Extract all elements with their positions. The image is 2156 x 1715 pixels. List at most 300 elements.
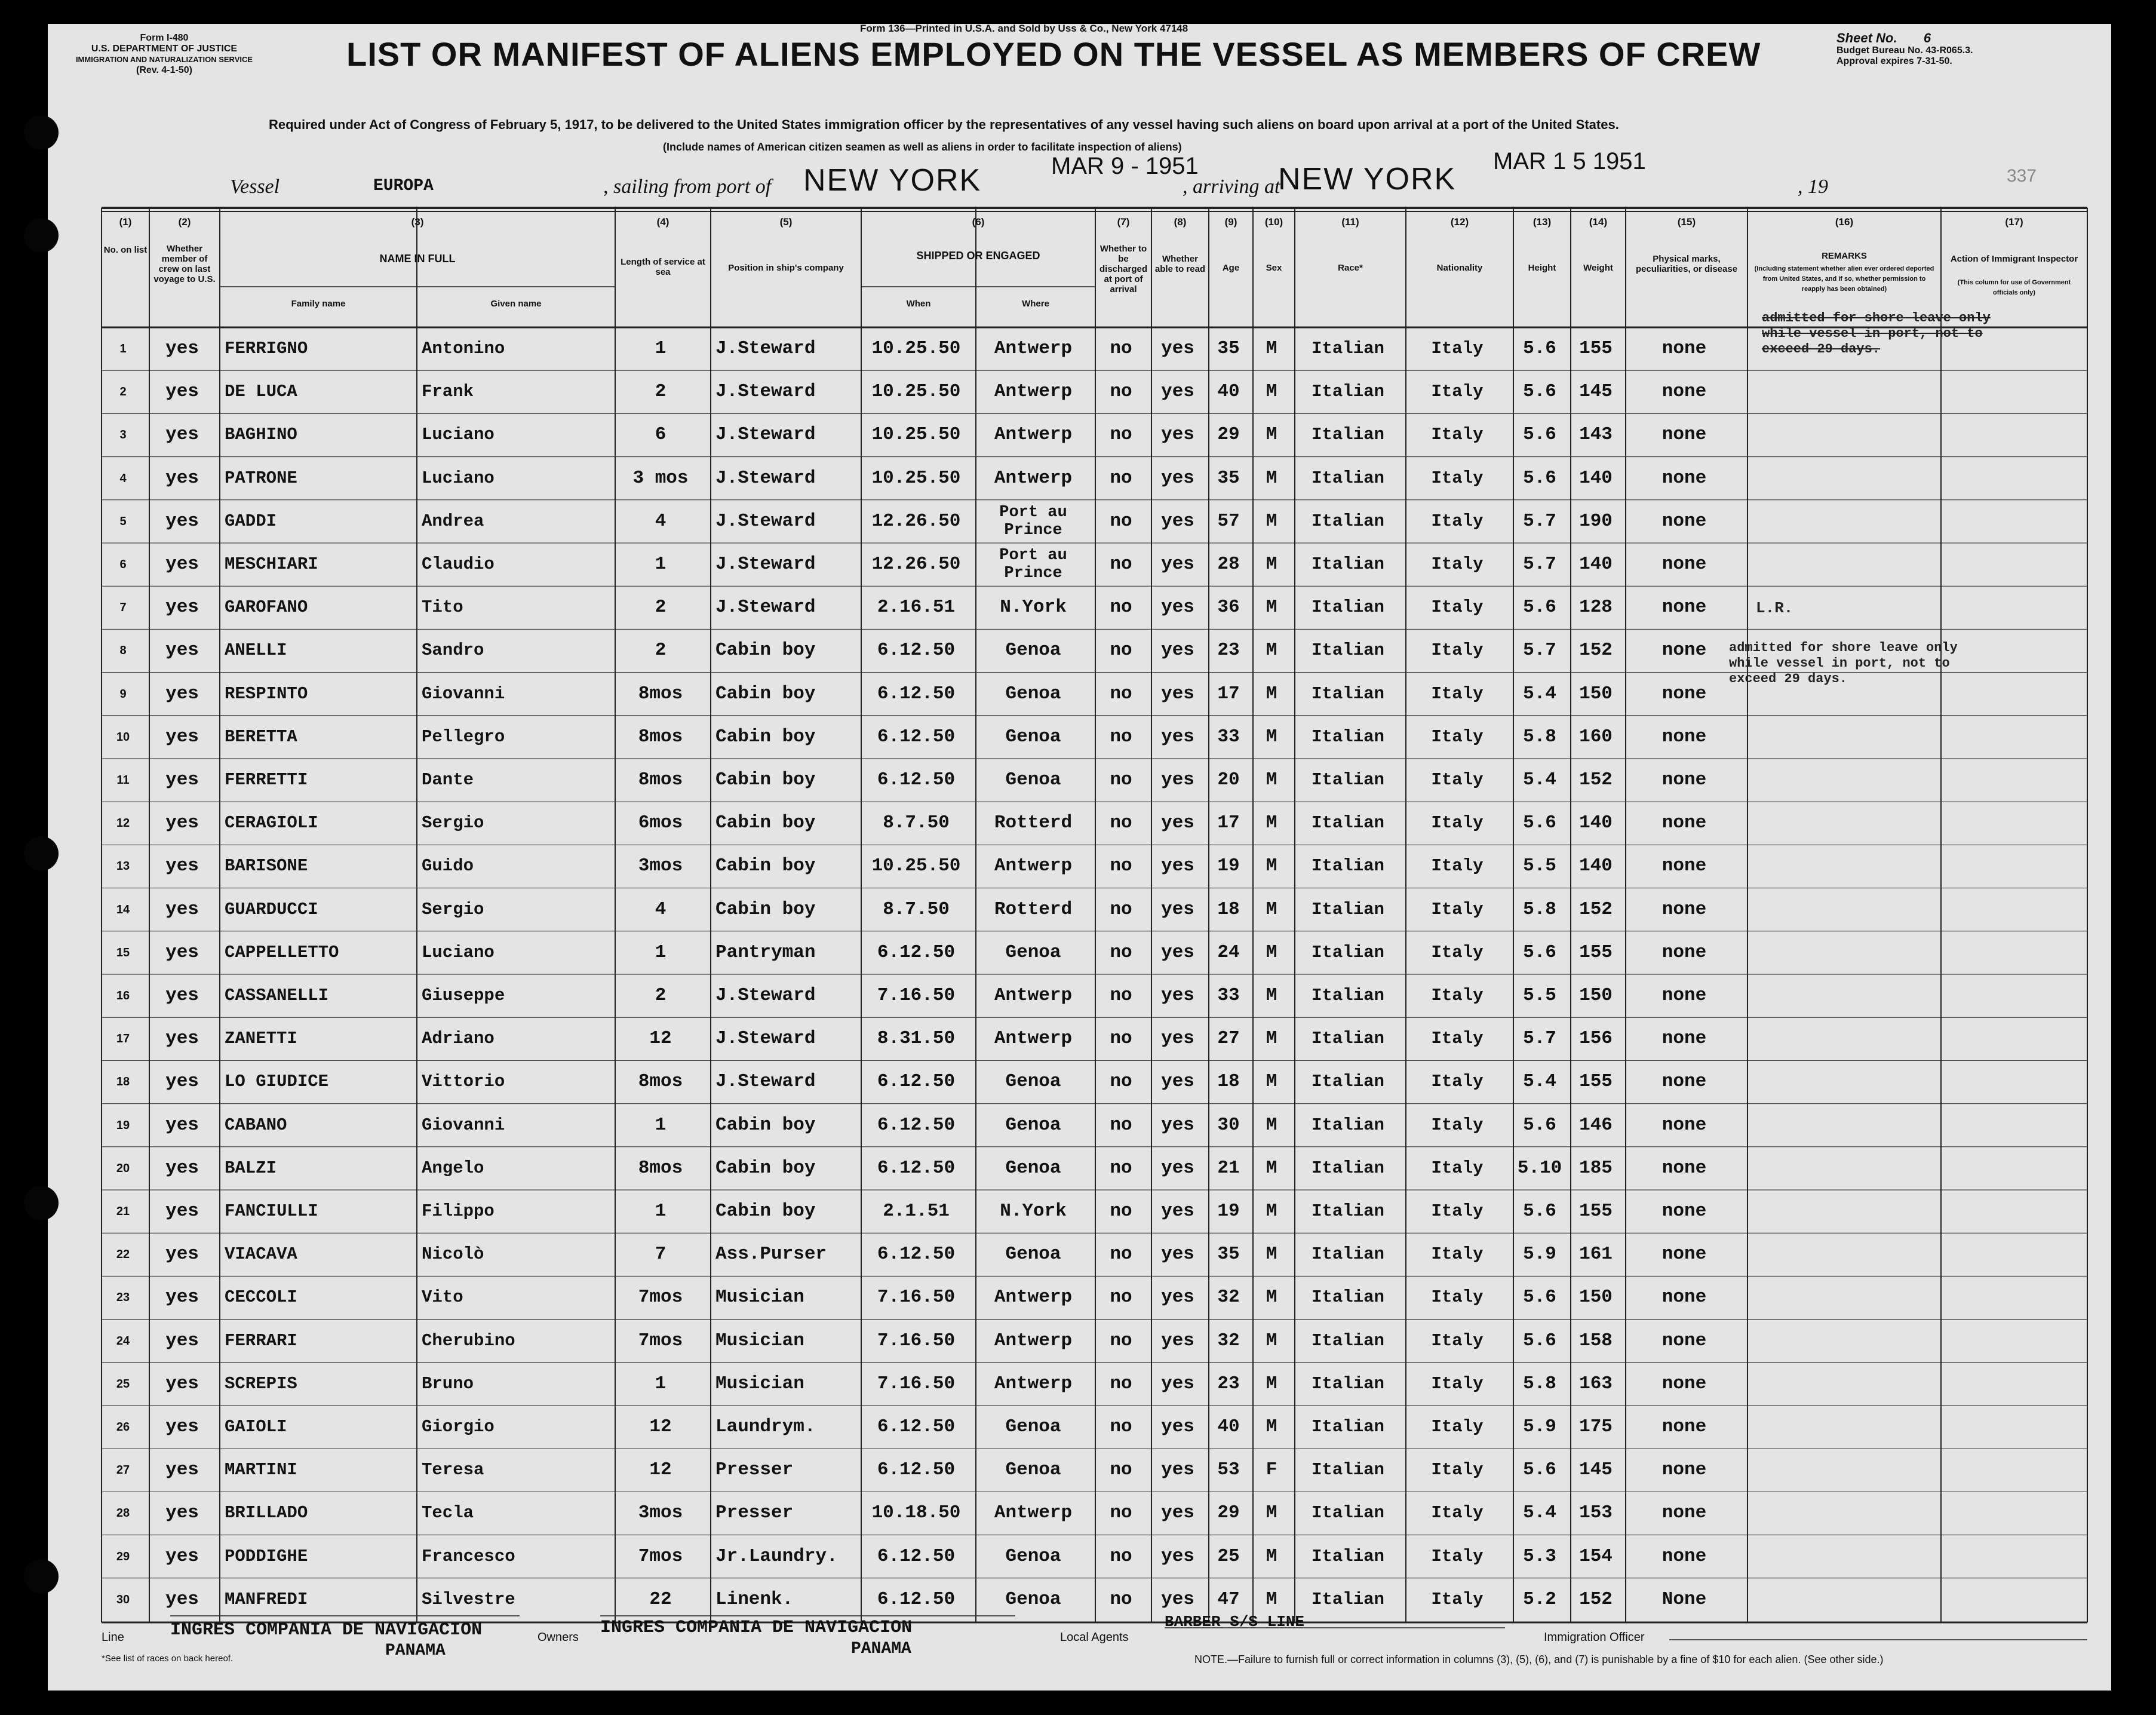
cell-given: Angelo <box>422 1158 484 1178</box>
cell-last-voyage: yes <box>165 1114 199 1136</box>
table-row <box>0 1406 2156 1449</box>
cell-when: 10.25.50 <box>871 424 961 446</box>
cell-family: BERETTA <box>225 726 297 747</box>
cell-height: 5.6 <box>1523 1201 1556 1222</box>
cell-weight: 175 <box>1579 1416 1613 1437</box>
cell-weight: 155 <box>1579 1201 1613 1222</box>
table-row <box>0 413 2156 456</box>
cell-height: 5.6 <box>1523 1114 1556 1136</box>
cell-read: yes <box>1161 855 1194 877</box>
cell-given: Claudio <box>422 554 495 574</box>
cell-when: 2.1.51 <box>883 1201 950 1222</box>
remark-text: while vessel in port, not to <box>1762 326 1983 341</box>
cell-weight: 161 <box>1579 1244 1613 1265</box>
cell-height: 5.6 <box>1523 1287 1556 1308</box>
cell-race: Italian <box>1312 425 1384 445</box>
cell-given: Tito <box>422 597 463 618</box>
cell-family: MESCHIARI <box>225 554 318 574</box>
cell-sex: M <box>1266 1373 1277 1394</box>
cell-sex: M <box>1266 467 1277 489</box>
cell-position: Musician <box>715 1330 804 1351</box>
column-number: (9) <box>1224 216 1237 228</box>
cell-read: yes <box>1161 597 1194 618</box>
cell-family: GAROFANO <box>225 597 308 618</box>
sailing-label: , sailing from port of <box>603 176 772 198</box>
cell-height: 5.6 <box>1523 338 1556 359</box>
cell-when: 10.25.50 <box>871 855 961 877</box>
cell-where: N.York <box>1000 1201 1067 1222</box>
corner-mark: 337 <box>2007 166 2037 186</box>
cell-sex: M <box>1266 1157 1277 1179</box>
table-row <box>0 586 2156 629</box>
cell-position: J.Steward <box>715 554 816 575</box>
cell-where: Antwerp <box>994 424 1073 446</box>
cell-where: Genoa <box>1005 640 1061 661</box>
column-number: (12) <box>1450 216 1469 228</box>
cell-last-voyage: yes <box>165 338 199 359</box>
cell-race: Italian <box>1312 382 1384 402</box>
cell-last-voyage: yes <box>165 1071 199 1093</box>
cell-service: 2 <box>655 985 667 1006</box>
cell-height: 5.5 <box>1523 985 1556 1006</box>
cell-where: Genoa <box>1005 941 1061 963</box>
cell-race: Italian <box>1312 339 1384 358</box>
cell-discharged: no <box>1110 640 1132 661</box>
cell-family: PATRONE <box>225 468 297 488</box>
cell-family: PODDIGHE <box>225 1546 308 1566</box>
cell-given: Tecla <box>422 1503 474 1523</box>
cell-last-voyage: yes <box>165 1157 199 1179</box>
cell-race: Italian <box>1312 1546 1384 1566</box>
cell-family: DE LUCA <box>225 382 297 402</box>
cell-age: 57 <box>1217 510 1240 532</box>
cell-sex: M <box>1266 597 1277 618</box>
col-header-race: Race* <box>1338 263 1363 273</box>
cell-position: Cabin boy <box>715 1201 816 1222</box>
cell-last-voyage: yes <box>165 1028 199 1050</box>
cell-service: 4 <box>655 510 667 532</box>
cell-where: Genoa <box>1005 1114 1061 1136</box>
cell-read: yes <box>1161 1071 1194 1093</box>
cell-service: 7mos <box>638 1545 683 1567</box>
cell-no: 14 <box>116 903 130 916</box>
cell-position: Cabin boy <box>715 855 816 877</box>
cell-no: 28 <box>116 1507 130 1520</box>
cell-weight: 152 <box>1579 898 1613 920</box>
cell-read: yes <box>1161 467 1194 489</box>
cell-last-voyage: yes <box>165 683 199 704</box>
cell-read: yes <box>1161 424 1194 446</box>
cell-sex: M <box>1266 1028 1277 1050</box>
cell-nationality: Italy <box>1431 1244 1484 1265</box>
cell-where: Antwerp <box>994 985 1073 1006</box>
table-row <box>0 1492 2156 1535</box>
cell-last-voyage: yes <box>165 597 199 618</box>
cell-service: 2 <box>655 640 667 661</box>
cell-last-voyage: yes <box>165 1588 199 1610</box>
col-header-where: Where <box>1022 299 1049 309</box>
cell-nationality: Italy <box>1431 511 1484 531</box>
cell-family: MANFREDI <box>225 1589 308 1609</box>
cell-sex: M <box>1266 1416 1277 1437</box>
cell-when: 10.25.50 <box>871 467 961 489</box>
cell-given: Frank <box>422 382 474 402</box>
cell-last-voyage: yes <box>165 898 199 920</box>
cell-age: 24 <box>1217 941 1240 963</box>
cell-discharged: no <box>1110 424 1132 446</box>
cell-race: Italian <box>1312 1330 1384 1351</box>
cell-family: SCREPIS <box>225 1373 297 1394</box>
cell-marks: none <box>1661 1502 1707 1524</box>
cell-age: 20 <box>1217 769 1240 790</box>
cell-age: 23 <box>1217 640 1240 661</box>
cell-nationality: Italy <box>1431 1589 1484 1609</box>
cell-service: 1 <box>655 1201 667 1222</box>
cell-nationality: Italy <box>1431 770 1484 790</box>
cell-when: 6.12.50 <box>877 1157 956 1179</box>
cell-read: yes <box>1161 1201 1194 1222</box>
cell-height: 5.6 <box>1523 597 1556 618</box>
column-number: (6) <box>972 216 985 228</box>
cell-race: Italian <box>1312 640 1384 661</box>
cell-service: 3 mos <box>632 467 689 489</box>
cell-service: 1 <box>655 941 667 963</box>
cell-weight: 156 <box>1579 1028 1613 1050</box>
cell-weight: 152 <box>1579 769 1613 790</box>
cell-age: 29 <box>1217 1502 1240 1524</box>
cell-weight: 155 <box>1579 338 1613 359</box>
cell-family: CAPPELLETTO <box>225 942 339 962</box>
cell-height: 5.2 <box>1523 1588 1556 1610</box>
cell-marks: none <box>1661 855 1707 877</box>
cell-race: Italian <box>1312 1460 1384 1480</box>
line-name: INGRES COMPANIA DE NAVIGACION <box>170 1620 483 1640</box>
cell-marks: none <box>1661 424 1707 446</box>
cell-nationality: Italy <box>1431 1115 1484 1135</box>
cell-service: 12 <box>649 1028 672 1050</box>
cell-where: Genoa <box>1005 1588 1061 1610</box>
cell-weight: 140 <box>1579 812 1613 834</box>
cell-given: Cherubino <box>422 1330 515 1351</box>
cell-position: Cabin boy <box>715 898 816 920</box>
cell-last-voyage: yes <box>165 1545 199 1567</box>
table-row <box>0 1147 2156 1190</box>
races-note: *See list of races on back hereof. <box>102 1653 234 1664</box>
cell-age: 21 <box>1217 1157 1240 1179</box>
cell-sex: M <box>1266 985 1277 1006</box>
col-header-read: Whether able to read <box>1154 254 1206 274</box>
cell-weight: 140 <box>1579 467 1613 489</box>
cell-discharged: no <box>1110 1373 1132 1394</box>
table-row <box>0 716 2156 759</box>
cell-where: Port au Prince <box>999 547 1067 582</box>
cell-given: Vito <box>422 1287 463 1308</box>
cell-sex: M <box>1266 640 1277 661</box>
cell-when: 8.7.50 <box>883 812 950 834</box>
cell-marks: none <box>1661 381 1707 403</box>
cell-last-voyage: yes <box>165 467 199 489</box>
cell-when: 6.12.50 <box>877 769 956 790</box>
column-number: (4) <box>656 216 669 228</box>
column-number: (16) <box>1835 216 1854 228</box>
cell-family: ZANETTI <box>225 1029 297 1049</box>
cell-no: 13 <box>116 860 130 873</box>
cell-family: LO GIUDICE <box>225 1072 329 1092</box>
cell-position: Ass.Purser <box>715 1244 827 1265</box>
cell-no: 6 <box>119 558 127 571</box>
cell-family: RESPINTO <box>225 683 308 704</box>
cell-given: Francesco <box>422 1546 515 1566</box>
cell-sex: M <box>1266 554 1277 575</box>
cell-age: 19 <box>1217 855 1240 877</box>
col-header-when: When <box>906 299 931 309</box>
table-row <box>0 1449 2156 1492</box>
cell-discharged: no <box>1110 381 1132 403</box>
cell-discharged: no <box>1110 1545 1132 1567</box>
cell-family: CASSANELLI <box>225 986 329 1005</box>
cell-weight: 155 <box>1579 941 1613 963</box>
cell-discharged: no <box>1110 1201 1132 1222</box>
cell-height: 5.7 <box>1523 554 1556 575</box>
cell-age: 25 <box>1217 1545 1240 1567</box>
cell-no: 11 <box>116 774 130 787</box>
cell-race: Italian <box>1312 1244 1384 1265</box>
cell-read: yes <box>1161 1028 1194 1050</box>
cell-nationality: Italy <box>1431 1201 1484 1221</box>
col-header-remarks: REMARKS <box>1822 251 1867 261</box>
cell-age: 53 <box>1217 1459 1240 1481</box>
table-row <box>0 802 2156 845</box>
table-row <box>0 1104 2156 1147</box>
cell-height: 5.4 <box>1523 683 1556 704</box>
cell-no: 8 <box>119 644 127 658</box>
cell-marks: none <box>1661 1071 1707 1093</box>
cell-height: 5.6 <box>1523 812 1556 834</box>
cell-marks: none <box>1661 1028 1707 1050</box>
cell-age: 28 <box>1217 554 1240 575</box>
cell-position: Cabin boy <box>715 812 816 834</box>
cell-discharged: no <box>1110 1588 1132 1610</box>
cell-sex: M <box>1266 1071 1277 1093</box>
cell-no: 9 <box>119 687 127 701</box>
cell-family: FANCIULLI <box>225 1201 318 1221</box>
line-country: PANAMA <box>385 1642 446 1660</box>
remark-text: admitted for shore leave only <box>1762 311 1991 326</box>
cell-sex: M <box>1266 1588 1277 1610</box>
cell-position: Cabin boy <box>715 1114 816 1136</box>
cell-no: 10 <box>116 730 130 744</box>
col-header-service: Length of service at sea <box>621 257 705 277</box>
cell-nationality: Italy <box>1431 382 1484 402</box>
cell-weight: 146 <box>1579 1114 1613 1136</box>
sheet-number: 6 <box>1923 30 1931 45</box>
cell-where: Genoa <box>1005 1071 1061 1093</box>
cell-height: 5.10 <box>1517 1157 1562 1179</box>
cell-no: 4 <box>119 471 127 485</box>
cell-no: 27 <box>116 1464 130 1477</box>
cell-read: yes <box>1161 1502 1194 1524</box>
cell-read: yes <box>1161 1157 1194 1179</box>
column-number: (3) <box>411 216 424 228</box>
cell-when: 6.12.50 <box>877 1071 956 1093</box>
cell-given: Luciano <box>422 468 495 488</box>
agents-name: BARBER S/S LINE <box>1165 1613 1305 1631</box>
cell-given: Sergio <box>422 899 484 919</box>
cell-discharged: no <box>1110 1244 1132 1265</box>
cell-read: yes <box>1161 683 1194 704</box>
cell-where: Port au Prince <box>999 503 1067 539</box>
col-header-nationality: Nationality <box>1436 263 1483 273</box>
cell-weight: 150 <box>1579 1287 1613 1308</box>
cell-last-voyage: yes <box>165 381 199 403</box>
approval: Approval expires 7-31-50. <box>1836 56 1952 66</box>
cell-given: Adriano <box>422 1029 495 1049</box>
line-label: Line <box>102 1631 124 1644</box>
cell-no: 19 <box>116 1118 130 1132</box>
cell-race: Italian <box>1312 986 1384 1005</box>
cell-read: yes <box>1161 941 1194 963</box>
cell-discharged: no <box>1110 510 1132 532</box>
column-number: (14) <box>1589 216 1608 228</box>
cell-last-voyage: yes <box>165 510 199 532</box>
cell-age: 18 <box>1217 1071 1240 1093</box>
cell-race: Italian <box>1312 856 1384 876</box>
cell-position: Musician <box>715 1373 804 1394</box>
cell-given: Giorgio <box>422 1417 495 1437</box>
cell-nationality: Italy <box>1431 1287 1484 1308</box>
cell-when: 8.31.50 <box>877 1028 956 1050</box>
cell-last-voyage: yes <box>165 985 199 1006</box>
cell-marks: none <box>1661 985 1707 1006</box>
cell-discharged: no <box>1110 1157 1132 1179</box>
owners-name: INGRES COMPANIA DE NAVIGACION <box>600 1618 913 1638</box>
cell-no: 17 <box>116 1032 130 1046</box>
cell-given: Teresa <box>422 1460 484 1480</box>
cell-given: Giuseppe <box>422 986 505 1005</box>
cell-last-voyage: yes <box>165 769 199 790</box>
cell-read: yes <box>1161 510 1194 532</box>
cell-when: 6.12.50 <box>877 683 956 704</box>
col-header-weight: Weight <box>1583 263 1613 273</box>
cell-when: 10.25.50 <box>871 381 961 403</box>
table-row <box>0 1320 2156 1363</box>
cell-nationality: Italy <box>1431 726 1484 747</box>
cell-family: GADDI <box>225 511 277 531</box>
cell-family: BARISONE <box>225 856 308 876</box>
cell-where: Antwerp <box>994 381 1073 403</box>
table-row <box>0 1535 2156 1578</box>
cell-position: J.Steward <box>715 338 816 359</box>
cell-given: Giovanni <box>422 683 505 704</box>
cell-sex: M <box>1266 1502 1277 1524</box>
cell-position: J.Steward <box>715 1028 816 1050</box>
cell-sex: M <box>1266 1545 1277 1567</box>
cell-service: 1 <box>655 1114 667 1136</box>
cell-no: 2 <box>119 385 127 399</box>
cell-service: 8mos <box>638 1157 683 1179</box>
cell-height: 5.6 <box>1523 381 1556 403</box>
cell-where: Genoa <box>1005 726 1061 747</box>
table-row <box>0 543 2156 586</box>
cell-given: Silvestre <box>422 1589 515 1609</box>
cell-race: Italian <box>1312 942 1384 962</box>
cell-read: yes <box>1161 554 1194 575</box>
cell-age: 35 <box>1217 338 1240 359</box>
cell-height: 5.6 <box>1523 424 1556 446</box>
cell-age: 35 <box>1217 1244 1240 1265</box>
cell-race: Italian <box>1312 1158 1384 1178</box>
cell-family: FERRARI <box>225 1330 297 1351</box>
cell-read: yes <box>1161 1416 1194 1437</box>
cell-no: 26 <box>116 1421 130 1434</box>
cell-service: 3mos <box>638 855 683 877</box>
cell-read: yes <box>1161 769 1194 790</box>
cell-sex: M <box>1266 338 1277 359</box>
cell-age: 40 <box>1217 1416 1240 1437</box>
cell-weight: 155 <box>1579 1071 1613 1093</box>
cell-given: Dante <box>422 770 474 790</box>
cell-discharged: no <box>1110 1502 1132 1524</box>
cell-where: Genoa <box>1005 769 1061 790</box>
cell-given: Bruno <box>422 1373 474 1394</box>
cell-age: 29 <box>1217 424 1240 446</box>
table-row <box>0 457 2156 500</box>
cell-given: Pellegro <box>422 726 505 747</box>
cell-height: 5.3 <box>1523 1545 1556 1567</box>
cell-last-voyage: yes <box>165 726 199 747</box>
printer-line: Form 136—Printed in U.S.A. and Sold by Uss & Co., New York 47148 <box>860 23 1188 34</box>
cell-age: 19 <box>1217 1201 1240 1222</box>
cell-weight: 150 <box>1579 683 1613 704</box>
cell-marks: none <box>1661 554 1707 575</box>
cell-nationality: Italy <box>1431 1417 1484 1437</box>
remark-text: while vessel in port, not to <box>1729 656 1950 671</box>
cell-given: Sandro <box>422 640 484 661</box>
cell-no: 1 <box>119 342 127 355</box>
cell-marks: none <box>1661 1157 1707 1179</box>
cell-read: yes <box>1161 338 1194 359</box>
cell-last-voyage: yes <box>165 1244 199 1265</box>
cell-discharged: no <box>1110 769 1132 790</box>
cell-read: yes <box>1161 381 1194 403</box>
cell-when: 6.12.50 <box>877 1545 956 1567</box>
col-header-shipped: SHIPPED OR ENGAGED <box>916 250 1040 262</box>
cell-position: J.Steward <box>715 597 816 618</box>
cell-marks: none <box>1661 338 1707 359</box>
cell-race: Italian <box>1312 1287 1384 1308</box>
cell-marks: none <box>1661 467 1707 489</box>
cell-nationality: Italy <box>1431 683 1484 704</box>
table-row <box>0 974 2156 1017</box>
cell-no: 21 <box>116 1205 130 1218</box>
cell-where: Antwerp <box>994 338 1073 359</box>
cell-race: Italian <box>1312 1589 1384 1609</box>
col-header-marks: Physical marks, peculiarities, or disease <box>1635 254 1738 274</box>
cell-height: 5.8 <box>1523 898 1556 920</box>
cell-service: 1 <box>655 338 667 359</box>
cell-family: BRILLADO <box>225 1503 308 1523</box>
cell-discharged: no <box>1110 812 1132 834</box>
cell-last-voyage: yes <box>165 424 199 446</box>
cell-discharged: no <box>1110 554 1132 575</box>
cell-read: yes <box>1161 1330 1194 1351</box>
cell-age: 27 <box>1217 1028 1240 1050</box>
cell-position: Musician <box>715 1287 804 1308</box>
cell-where: Antwerp <box>994 1287 1073 1308</box>
col-header-remarks-sub: (Including statement whether alien ever ordered deported from United States, and if so, whether permission to reapply has been obtained) <box>1754 265 1934 293</box>
owners-label: Owners <box>538 1631 579 1644</box>
column-number: (17) <box>2005 216 2023 228</box>
